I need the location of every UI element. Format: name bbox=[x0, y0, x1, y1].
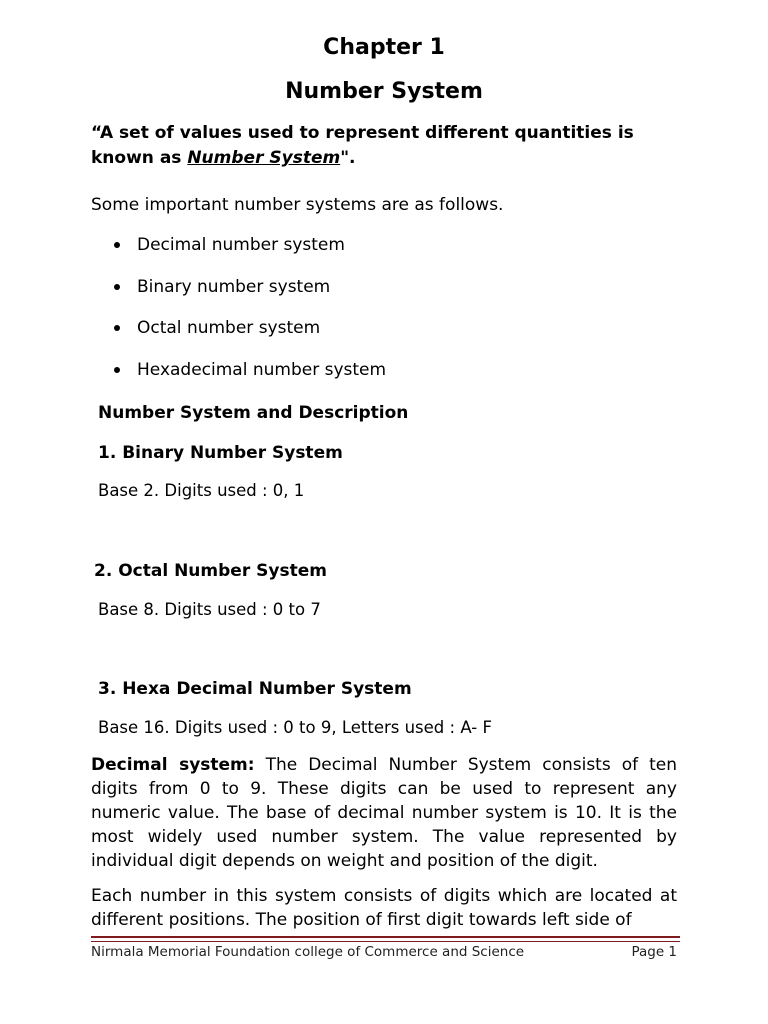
octal-detail: Base 8. Digits used : 0 to 7 bbox=[98, 600, 321, 619]
definition-term: Number System bbox=[187, 148, 341, 168]
page-title: Number System bbox=[285, 79, 483, 104]
list-item-label: Decimal number system bbox=[137, 235, 345, 255]
page-number: Page 1 bbox=[631, 944, 677, 960]
list-item-label: Binary number system bbox=[137, 276, 331, 297]
bullet-icon bbox=[114, 284, 120, 290]
decimal-text: The Decimal Number System consists of ten digits from 0 to 9. These digits can be used to represent any numeric value. The base of decimal number system is 10. It is the most widely used number system. The value represented by individual digit depends on weight and position of the digit. bbox=[91, 755, 678, 871]
definition-prefix: “A set of values used to represent different quantities is known as bbox=[91, 123, 634, 168]
positions-paragraph: Each number in this system consists of digits which are located at different positions. The position of first digit towards left side of bbox=[91, 886, 677, 930]
intro-text: Some important number systems are as follows. bbox=[91, 195, 504, 215]
hexa-detail: Base 16. Digits used : 0 to 9, Letters used : A- F bbox=[98, 718, 492, 737]
number-system-list bbox=[91, 234, 386, 401]
decimal-label: Decimal system: bbox=[91, 755, 255, 775]
list-item-label: Hexadecimal number system bbox=[137, 360, 387, 381]
list-item bbox=[91, 317, 386, 359]
footer-institution: Nirmala Memorial Foundation college of Commerce and Science bbox=[91, 944, 525, 960]
definition-quote bbox=[91, 121, 691, 171]
octal-heading: 2. Octal Number System bbox=[94, 561, 327, 581]
hexa-heading: 3. Hexa Decimal Number System bbox=[98, 679, 412, 699]
bullet-icon bbox=[114, 325, 120, 331]
bullet-icon bbox=[114, 242, 120, 248]
chapter-heading: Chapter 1 bbox=[323, 35, 445, 60]
bullet-icon bbox=[114, 367, 120, 373]
list-item bbox=[91, 234, 386, 276]
list-item bbox=[91, 276, 386, 318]
decimal-paragraph bbox=[91, 753, 677, 873]
binary-heading: 1. Binary Number System bbox=[98, 443, 343, 463]
footer-divider bbox=[91, 936, 680, 942]
description-heading: Number System and Description bbox=[98, 403, 409, 423]
list-item-label: Octal number system bbox=[137, 318, 321, 339]
binary-detail: Base 2. Digits used : 0, 1 bbox=[98, 481, 305, 500]
list-item bbox=[91, 359, 386, 401]
definition-suffix: ". bbox=[340, 148, 356, 168]
